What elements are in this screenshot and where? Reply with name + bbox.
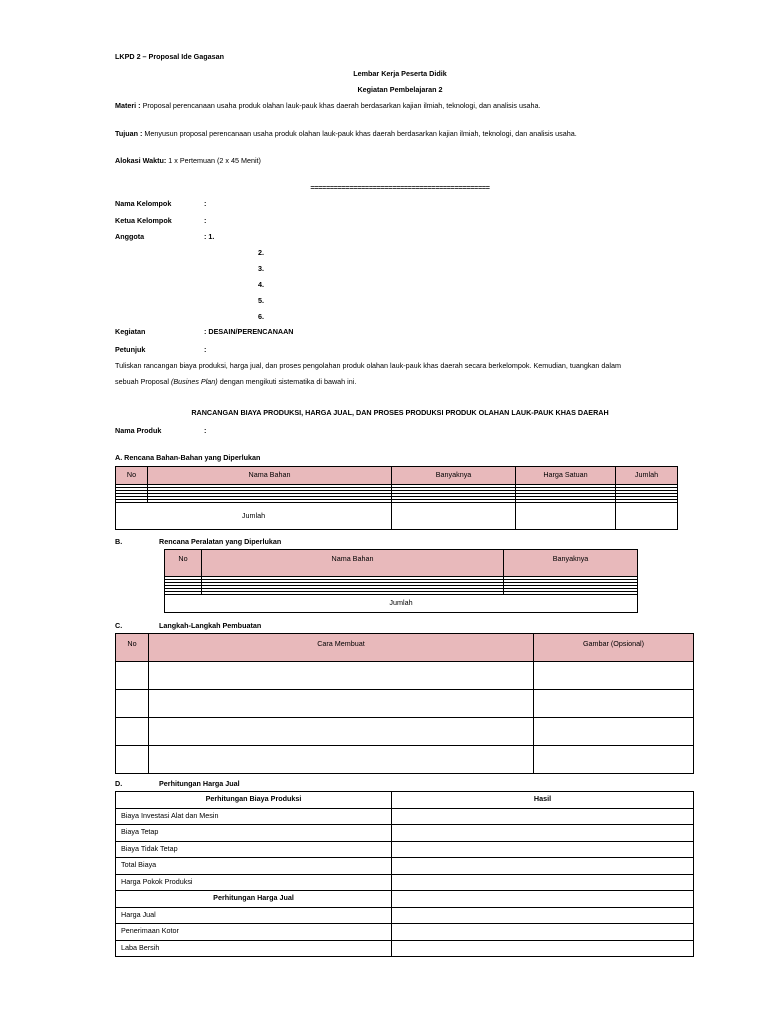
document-label: LKPD 2 – Proposal Ide Gagasan [115, 52, 225, 61]
anggota-number: 6. [258, 312, 264, 321]
table-subheader-row [116, 891, 694, 908]
row-label: Penerimaan Kotor [116, 924, 392, 941]
table-row [116, 858, 694, 875]
row-label: Laba Bersih [116, 940, 392, 957]
section-d-letter: D. [115, 779, 123, 788]
nama-produk-colon: : [204, 426, 207, 435]
anggota-number: 4. [258, 280, 264, 289]
alokasi-text: 1 x Pertemuan (2 x 45 Menit) [168, 156, 261, 165]
table-row [116, 746, 694, 774]
hasil-cell[interactable] [392, 841, 694, 858]
table-row [116, 907, 694, 924]
hasil-cell[interactable] [392, 924, 694, 941]
header-perhitungan-biaya: Perhitungan Biaya Produksi [116, 792, 392, 809]
separator-line: ============================================== [310, 183, 490, 192]
table-row [116, 874, 694, 891]
anggota-number: 3. [258, 264, 264, 273]
kegiatan-value: : DESAIN/PERENCANAAN [204, 327, 294, 336]
nama-kelompok-label: Nama Kelompok [115, 199, 172, 208]
hasil-cell[interactable] [392, 940, 694, 957]
table-row [116, 718, 694, 746]
header-hasil: Hasil [392, 792, 694, 809]
materi-label: Materi : [115, 101, 141, 110]
table-row [116, 825, 694, 842]
total-label: Jumlah [165, 595, 638, 613]
tujuan-text: Menyusun proposal perencanaan usaha produk olahan lauk-pauk khas daerah berdasarkan kajian ilmiah, teknologi, dan analisis usaha. [144, 129, 577, 138]
table-cell[interactable] [116, 662, 149, 690]
section-a-title: A. Rencana Bahan-Bahan yang Diperlukan [115, 453, 261, 462]
hasil-cell[interactable] [392, 907, 694, 924]
table-cell[interactable] [149, 690, 534, 718]
total-banyaknya-cell[interactable] [392, 503, 516, 530]
row-label: Harga Jual [116, 907, 392, 924]
bahan-table [115, 466, 678, 530]
hasil-cell[interactable] [392, 891, 694, 908]
kegiatan-label: Kegiatan [115, 327, 146, 336]
ketua-kelompok-colon: : [204, 216, 207, 225]
table-header-row [116, 792, 694, 809]
table-row [116, 924, 694, 941]
anggota-first: : 1. [204, 232, 215, 241]
langkah-table [115, 633, 694, 774]
alokasi-line [115, 157, 261, 166]
tujuan-label: Tujuan : [115, 129, 143, 138]
tujuan-line [115, 130, 577, 139]
section-b-title: Rencana Peralatan yang Diperlukan [159, 537, 282, 546]
anggota-label: Anggota [115, 232, 145, 241]
col-header-no: No [116, 634, 149, 662]
col-header-gambar: Gambar (Opsional) [534, 634, 694, 662]
petunjuk-line2-italic: (Busines Plan) [170, 377, 218, 386]
table-cell[interactable] [116, 746, 149, 774]
row-label: Total Biaya [116, 858, 392, 875]
table-cell[interactable] [116, 718, 149, 746]
table-cell[interactable] [534, 746, 694, 774]
petunjuk-colon: : [204, 345, 207, 354]
alokasi-label: Alokasi Waktu: [115, 156, 167, 165]
petunjuk-line2-start: sebuah Proposal [115, 377, 169, 386]
table-row [116, 662, 694, 690]
total-jumlah-cell[interactable] [616, 503, 678, 530]
col-header-banyaknya: Banyaknya [504, 550, 638, 577]
section-d-title: Perhitungan Harga Jual [159, 779, 240, 788]
row-label: Biaya Tidak Tetap [116, 841, 392, 858]
table-cell[interactable] [149, 662, 534, 690]
petunjuk-text-line2 [115, 378, 356, 387]
col-header-no: No [165, 550, 202, 577]
hasil-cell[interactable] [392, 825, 694, 842]
table-cell[interactable] [534, 718, 694, 746]
document-title: Lembar Kerja Peserta Didik [353, 69, 447, 78]
hasil-cell[interactable] [392, 874, 694, 891]
hasil-cell[interactable] [392, 808, 694, 825]
table-cell[interactable] [116, 690, 149, 718]
nama-kelompok-colon: : [204, 199, 207, 208]
table-row [116, 808, 694, 825]
total-harga-cell[interactable] [516, 503, 616, 530]
materi-line [115, 102, 541, 111]
table-cell[interactable] [534, 690, 694, 718]
col-header-nama-bahan: Nama Bahan [202, 550, 504, 577]
table-cell[interactable] [149, 718, 534, 746]
total-label: Jumlah [116, 503, 392, 530]
nama-produk-label: Nama Produk [115, 426, 162, 435]
total-row [116, 503, 678, 530]
peralatan-table [164, 549, 638, 613]
row-label: Harga Pokok Produksi [116, 874, 392, 891]
table-row [116, 940, 694, 957]
materi-text: Proposal perencanaan usaha produk olahan lauk-pauk khas daerah berdasarkan kajian ilmiah, teknologi, dan analisis usaha. [142, 101, 541, 110]
section-title: RANCANGAN BIAYA PRODUKSI, HARGA JUAL, DAN PROSES PRODUKSI PRODUK OLAHAN LAUK-PAUK KHAS DAERAH [191, 408, 609, 417]
col-header-cara-membuat: Cara Membuat [149, 634, 534, 662]
section-c-letter: C. [115, 621, 123, 630]
petunjuk-line2-end: dengan mengikuti sistematika di bawah ini. [219, 377, 357, 386]
section-c-title: Langkah-Langkah Pembuatan [159, 621, 262, 630]
col-header-jumlah: Jumlah [616, 467, 678, 485]
row-label: Biaya Investasi Alat dan Mesin [116, 808, 392, 825]
table-cell[interactable] [149, 746, 534, 774]
harga-jual-table [115, 791, 694, 957]
table-row [116, 690, 694, 718]
col-header-no: No [116, 467, 148, 485]
petunjuk-text-line1: Tuliskan rancangan biaya produksi, harga jual, dan proses pengolahan produk olahan lauk-pauk khas daerah secara berkelompok. Kemudian, tuangkan dalam [115, 361, 621, 370]
col-header-harga-satuan: Harga Satuan [516, 467, 616, 485]
table-cell[interactable] [534, 662, 694, 690]
document-subtitle: Kegiatan Pembelajaran 2 [357, 85, 443, 94]
hasil-cell[interactable] [392, 858, 694, 875]
anggota-number: 5. [258, 296, 264, 305]
petunjuk-label: Petunjuk [115, 345, 146, 354]
subheader-perhitungan-harga-jual: Perhitungan Harga Jual [116, 891, 392, 908]
table-row [116, 841, 694, 858]
anggota-number: 2. [258, 248, 264, 257]
row-label: Biaya Tetap [116, 825, 392, 842]
col-header-nama-bahan: Nama Bahan [148, 467, 392, 485]
ketua-kelompok-label: Ketua Kelompok [115, 216, 172, 225]
section-b-letter: B. [115, 537, 123, 546]
total-row [165, 595, 638, 613]
col-header-banyaknya: Banyaknya [392, 467, 516, 485]
